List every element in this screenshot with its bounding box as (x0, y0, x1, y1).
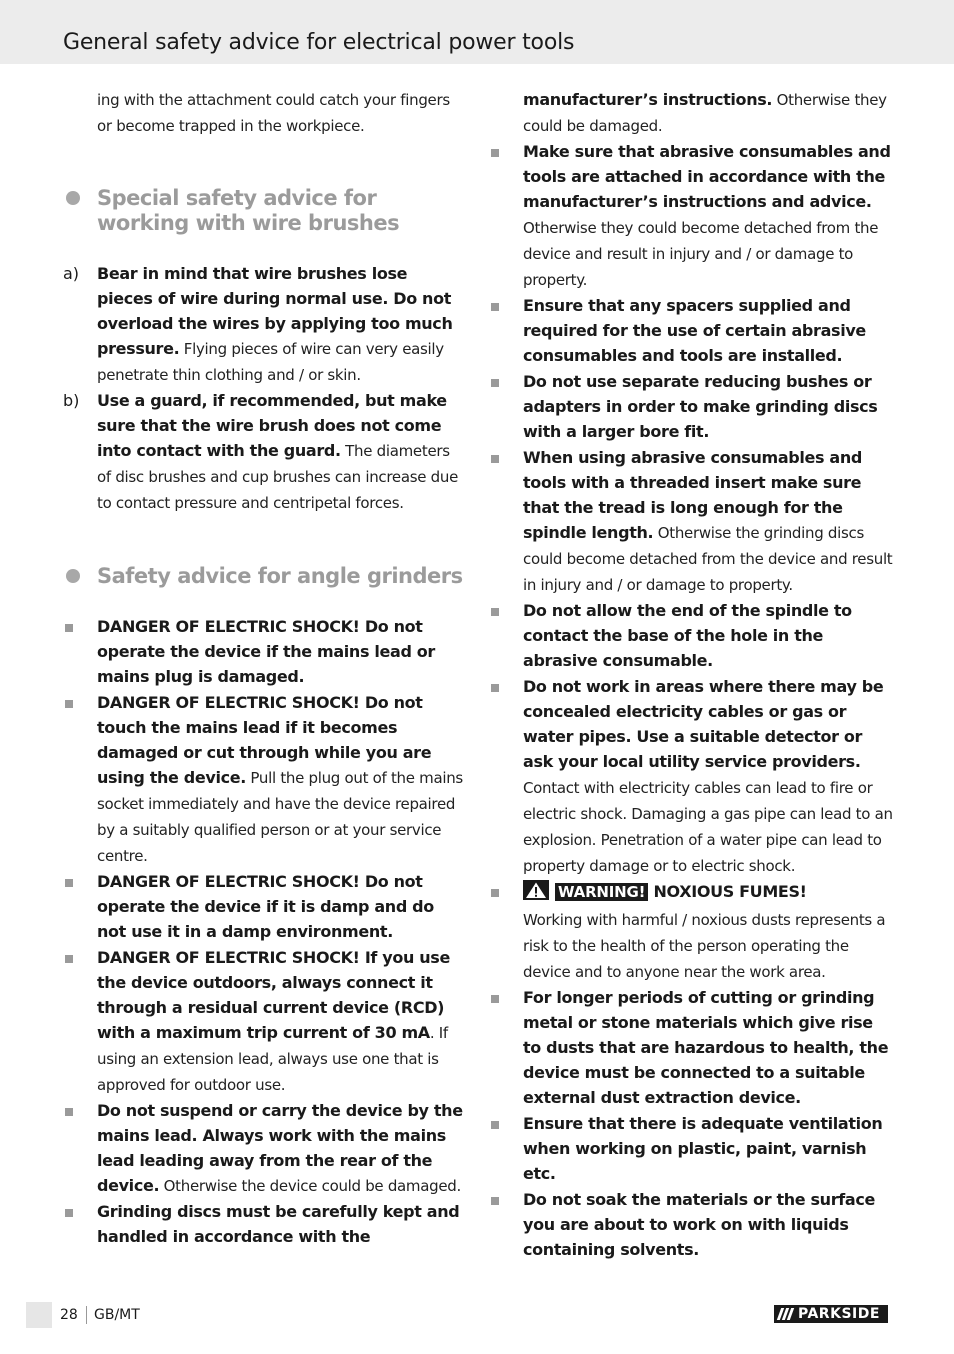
page-number: 28 (60, 1307, 78, 1323)
angle-grinder-list (58, 614, 466, 1250)
page-header (0, 0, 954, 64)
square-bullet-icon (491, 889, 499, 897)
list-item: Do not work in areas where there may be concealed electricity cables or gas or water pipes. Use a suitable detector or ask your local utility service providers. Contact with electricity cables can lead to fire or electric shock. Damaging a gas pipe can lead to an explosion. Penetration of a water pipe can lead to property damage or to electric shock. (484, 674, 894, 879)
list-item: DANGER OF ELECTRIC SHOCK! Do not operate the device if the mains lead or mains plug is damaged. (58, 614, 466, 690)
warning-title: NOXIOUS FUMES! (648, 882, 807, 901)
list-item: For longer periods of cutting or grinding metal or stone materials which give rise to dusts that are hazardous to health, the device must be connected to a suitable external dust extraction device. (484, 985, 894, 1111)
brand-name: PARKSIDE (798, 1306, 880, 1322)
square-bullet-icon (491, 303, 499, 311)
warning-triangle-icon (523, 880, 549, 907)
square-bullet-icon (491, 455, 499, 463)
warning-badge: WARNING! (555, 883, 648, 901)
square-bullet-icon (491, 149, 499, 157)
page-title: General safety advice for electrical power tools (63, 30, 575, 55)
square-bullet-icon (65, 955, 73, 963)
continued-paragraph: manufacturer’s instructions. Otherwise they could be damaged. (523, 90, 887, 135)
section-wire-brushes (58, 186, 466, 236)
square-bullet-icon (491, 379, 499, 387)
list-item: DANGER OF ELECTRIC SHOCK! Do not operate the device if it is damp and do not use it in a damp environment. (58, 869, 466, 945)
list-item: Ensure that there is adequate ventilation when working on plastic, paint, varnish etc. (484, 1111, 894, 1187)
list-item: Do not allow the end of the spindle to contact the base of the hole in the abrasive consumable. (484, 598, 894, 674)
square-bullet-icon (65, 700, 73, 708)
item-letter: b) (63, 391, 80, 410)
brand-logo (774, 1305, 888, 1323)
square-bullet-icon (491, 1121, 499, 1129)
left-column (58, 87, 466, 1250)
list-item: DANGER OF ELECTRIC SHOCK! If you use the device outdoors, always connect it through a residual current device (RCD) with a maximum trip current of 30 mA. If using an extension lead, always use one that is approved for outdoor use. (58, 945, 466, 1098)
list-item: Grinding discs must be carefully kept and handled in accordance with the (58, 1199, 466, 1250)
page-language: GB/MT (94, 1307, 140, 1323)
list-item: Do not use separate reducing bushes or adapters in order to make grinding discs with a larger bore fit. (484, 369, 894, 445)
square-bullet-icon (491, 1197, 499, 1205)
section-bullet-icon (66, 191, 80, 205)
wire-brush-list (58, 261, 466, 516)
list-item: When using abrasive consumables and tools with a threaded insert make sure that the tread is long enough for the spindle length. Otherwise the grinding discs could become detached from the device and result in injury and / or damage to property. (484, 445, 894, 598)
list-item: Make sure that abrasive consumables and tools are attached in accordance with the manufacturer’s instructions and advice. Otherwise they could become detached from the device and result in injury and / or damage to property. (484, 139, 894, 293)
section-heading: Safety advice for angle grinders (97, 564, 463, 588)
square-bullet-icon (491, 995, 499, 1003)
list-item: Ensure that any spacers supplied and required for the use of certain abrasive consumables and tools are installed. (484, 293, 894, 369)
footer-page-box (26, 1302, 52, 1328)
square-bullet-icon (65, 1108, 73, 1116)
right-column (484, 87, 894, 1263)
list-item: DANGER OF ELECTRIC SHOCK! Do not touch the mains lead if it becomes damaged or cut through while you are using the device. Pull the plug out of the mains socket immediately and have the device repaired by a suitably qualified person or at your service centre. (58, 690, 466, 869)
warning-item (484, 879, 894, 985)
item-letter: a) (63, 264, 80, 283)
square-bullet-icon (491, 608, 499, 616)
section-heading: Special safety advice for working with wire brushes (97, 186, 400, 235)
section-angle-grinders (58, 564, 466, 589)
warning-text: Working with harmful / noxious dusts represents a risk to the health of the person operating the device and to anyone near the work area. (523, 911, 886, 981)
square-bullet-icon (491, 684, 499, 692)
square-bullet-icon (65, 624, 73, 632)
square-bullet-icon (65, 1209, 73, 1217)
list-item: Do not soak the materials or the surface you are about to work on with liquids containing solvents. (484, 1187, 894, 1263)
list-item: a) Bear in mind that wire brushes lose pieces of wire during normal use. Do not overload the wires by applying too much pressure. Flying pieces of wire can very easily penetrate thin clothing and / or skin. (58, 261, 466, 388)
section-bullet-icon (66, 569, 80, 583)
square-bullet-icon (65, 879, 73, 887)
list-item: b) Use a guard, if recommended, but make sure that the wire brush does not come into contact with the guard. The diameters of disc brushes and cup brushes can increase due to contact pressure and centripetal forces. (58, 388, 466, 516)
list-item: Do not suspend or carry the device by the mains lead. Always work with the mains lead leading away from the rear of the device. Otherwise the device could be damaged. (58, 1098, 466, 1199)
logo-stripes-icon (779, 1308, 792, 1320)
intro-paragraph: ing with the attachment could catch your fingers or become trapped in the workpiece. (97, 91, 450, 135)
footer-divider (86, 1306, 87, 1324)
